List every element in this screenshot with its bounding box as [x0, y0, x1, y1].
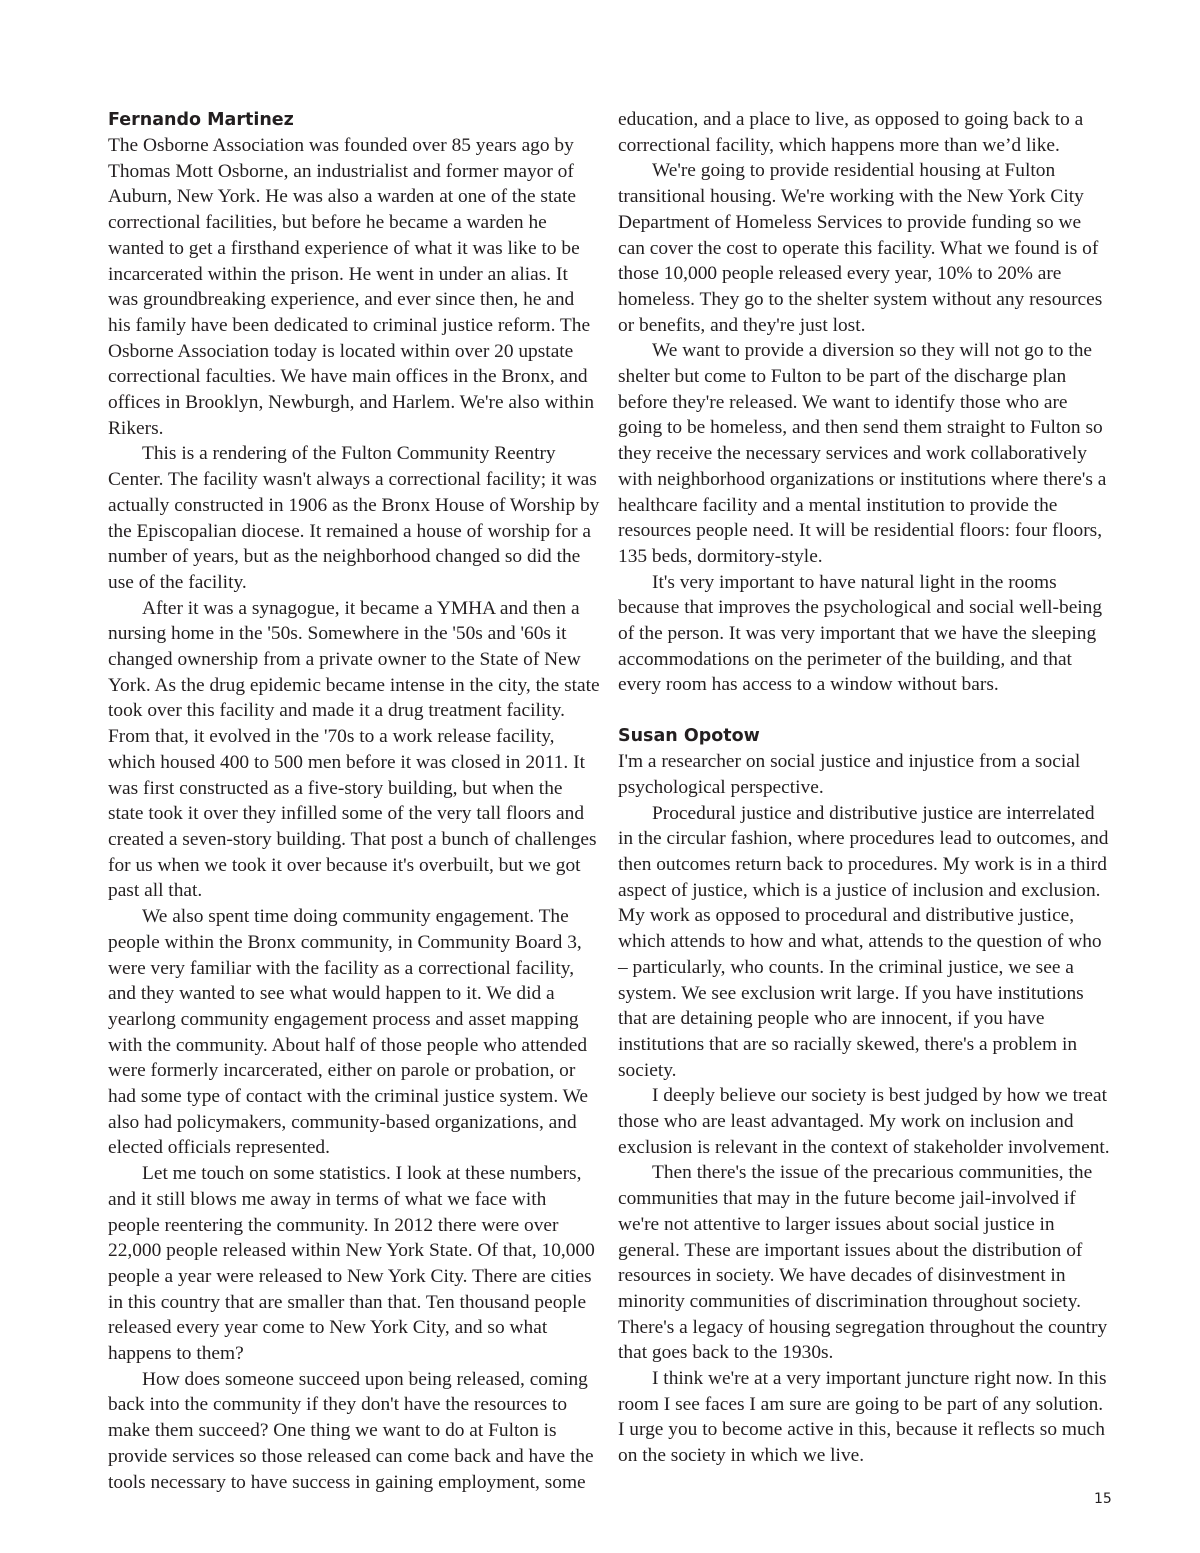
- right-column: [618, 107, 1110, 1469]
- paragraph: I deeply believe our society is best judged by how we treat those who are least advantaged. My work on inclusion and exclusion is relevant in the context of stakeholder involvement.: [618, 1085, 1110, 1158]
- paragraph: The Osborne Association was founded over 85 years ago by Thomas Mott Osborne, an industrialist and former mayor of Auburn, New York. He was also a warden at one of the state correctional facilities, but before he became a warden he wanted to get a firsthand experience of what it was like to be incarcerated within the prison. He went in under an alias. It was groundbreaking experience, and ever since then, he and his family have been dedicated to criminal justice reform. The Osborne Association today is located within over 20 upstate correctional faculties. We have main offices in the Bronx, and offices in Brooklyn, Newburgh, and Harlem. We're also within Rikers.: [108, 135, 595, 439]
- continued-paragraph: education, and a place to live, as opposed to going back to a correctional facility, which happens more than we’d like.: [618, 109, 1084, 156]
- left-column: [108, 107, 600, 1495]
- page-number: 15: [1094, 1491, 1112, 1507]
- paragraph: This is a rendering of the Fulton Community Reentry Center. The facility wasn't always a correctional facility; it was actually constructed in 1906 as the Bronx House of Worship by the Episcopalian diocese. It remained a house of worship for a number of years, but as the neighborhood changed so did the use of the facility.: [108, 443, 600, 593]
- paragraph: Then there's the issue of the precarious communities, the communities that may in the future become jail-involved if we're not attentive to larger issues about social justice in general. These are important issues about the distribution of resources in society. We have decades of disinvestment in minority communities of discrimination throughout society. There's a legacy of housing segregation throughout the country that goes back to the 1930s.: [618, 1162, 1108, 1364]
- paragraph: We're going to provide residential housing at Fulton transitional housing. We're working with the New York City Department of Homeless Services to provide funding so we can cover the cost to operate this facility. What we found is of those 10,000 people released every year, 10% to 20% are homeless. They go to the shelter system without any resources or benefits, and they're just lost.: [618, 160, 1103, 336]
- paragraph: We also spent time doing community engagement. The people within the Bronx community, in Community Board 3, were very familiar with the facility as a correctional facility, and they wanted to see what would happen to it. We did a yearlong community engagement process and asset mapping with the community. About half of those people who attended were formerly incarcerated, either on parole or probation, or had some type of contact with the criminal justice system. We also had policymakers, community-based organizations, and elected officials represented.: [108, 906, 589, 1159]
- paragraph: How does someone succeed upon being released, coming back into the community if they don't have the resources to make them succeed? One thing we want to do at Fulton is provide services so those released can come back and have the tools necessary to have success in gaining employment, some: [108, 1368, 594, 1493]
- paragraph: Let me touch on some statistics. I look at these numbers, and it still blows me away in terms of what we face with people reentering the community. In 2012 there were over 22,000 people released within New York State. Of that, 10,000 people a year were released to New York City. There are cities in this country that are smaller than that. Ten thousand people released every year come to New York City, and so what happens to them?: [108, 1163, 595, 1365]
- paragraph: Procedural justice and distributive justice are interrelated in the circular fashion, where procedures lead to outcomes, and then outcomes return back to procedures. My work is in a third aspect of justice, which is a justice of inclusion and exclusion. My work as opposed to procedural and distributive justice, which attends to how and what, attends to the question of who – particularly, who counts. In the criminal justice, we see a system. We see exclusion writ large. If you have institutions that are detaining people who are innocent, if you have institutions that are so racially skewed, there's a problem in society.: [618, 802, 1109, 1081]
- paragraph: I think we're at a very important juncture right now. In this room I see faces I am sure are going to be part of any solution. I urge you to become active in this, because it reflects so much on the society in which we live.: [618, 1368, 1107, 1467]
- paragraph: We want to provide a diversion so they will not go to the shelter but come to Fulton to be part of the discharge plan before they're released. We want to identify those who are going to be homeless, and then send them straight to Fulton so they receive the necessary services and work collaboratively with neighborhood organizations or institutions where there's a healthcare facility and a mental institution to provide the resources people need. It will be residential floors: four floors, 135 beds, dormitory-style.: [618, 340, 1107, 567]
- speaker-heading-fernando-martinez: Fernando Martinez: [108, 110, 294, 130]
- paragraph: It's very important to have natural light in the rooms because that improves the psychological and social well-being of the person. It was very important that we have the sleeping accommodations on the perimeter of the building, and that every room has access to a window without bars.: [618, 571, 1103, 696]
- paragraph: After it was a synagogue, it became a YMHA and then a nursing home in the '50s. Somewhere in the '50s and '60s it changed ownership from a private owner to the State of New York. As the drug epidemic became intense in the city, the state took over this facility and made it a drug treatment facility. From that, it evolved in the '70s to a work release facility, which housed 400 to 500 men before it was closed in 2011. It was first constructed as a five-story building, but when the state took it over they infilled some of the very tall floors and created a seven-story building. That post a bunch of challenges for us when we took it over because it's overbuilt, but we got past all that.: [108, 597, 600, 902]
- speaker-heading-susan-opotow: Susan Opotow: [618, 726, 760, 747]
- paragraph: I'm a researcher on social justice and injustice from a social psychological perspective.: [618, 751, 1081, 798]
